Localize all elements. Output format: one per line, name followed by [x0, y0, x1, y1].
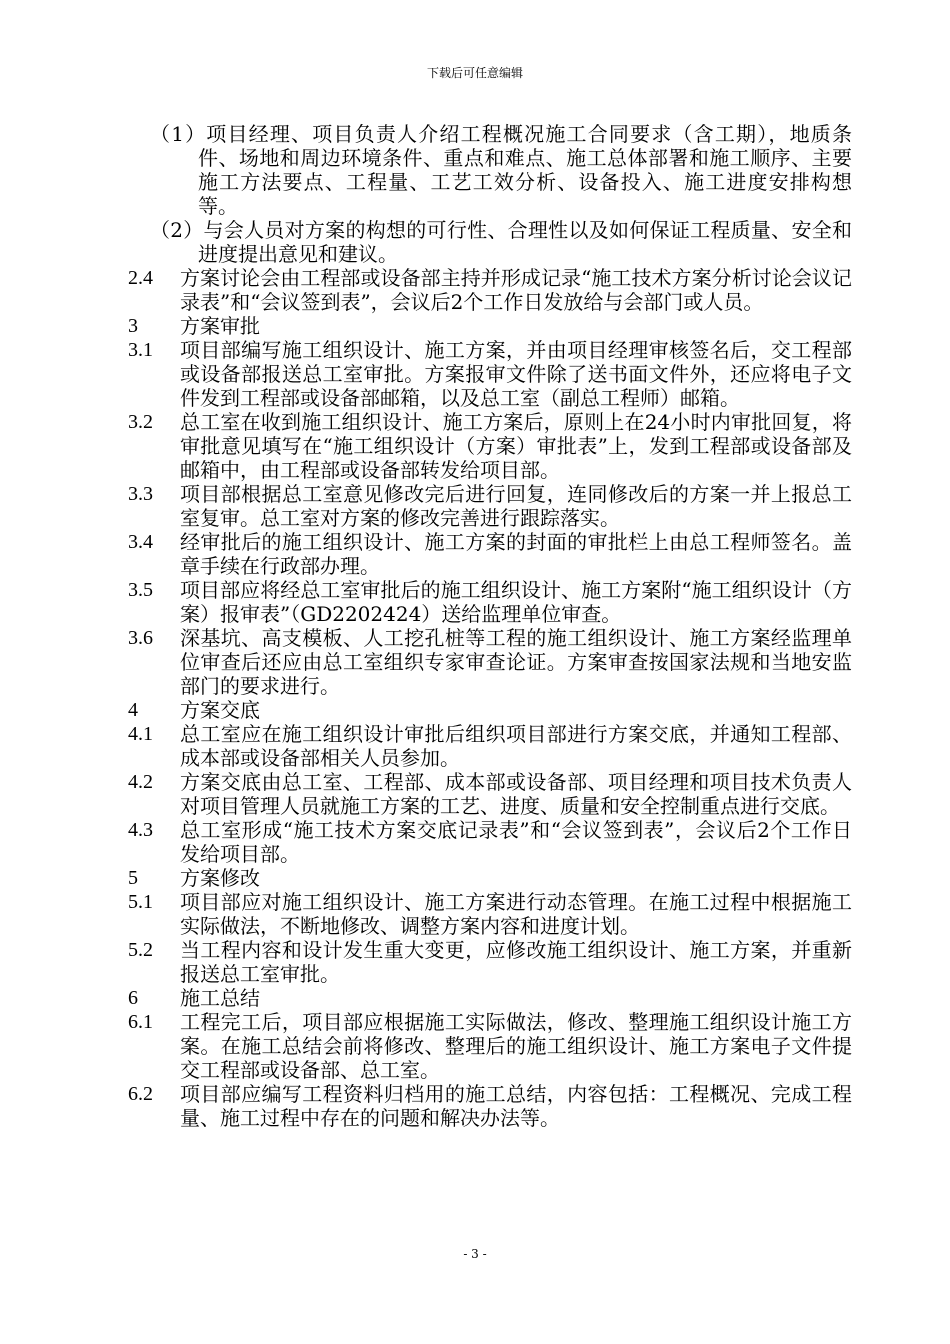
section-text: 方案交底由总工室、工程部、成本部或设备部、项目经理和项目技术负责人对项目管理人员就施工方案的工艺、进度、质量和安全控制重点进行交底。 [180, 770, 852, 818]
section-item [0, 482, 950, 530]
section-number: 3.1 [128, 339, 153, 361]
section-item [0, 770, 950, 818]
section-text: 项目部应将经总工室审批后的施工组织设计、施工方案附“施工组织设计（方案）报审表”（GD2202424）送给监理单位审查。 [180, 578, 852, 626]
section-text: 项目部编写施工组织设计、施工方案，并由项目经理审核签名后，交工程部或设备部报送总工室审批。方案报审文件除了送书面文件外，还应将电子文件发到工程部或设备部邮箱，以及总工室（副总工程师）邮箱。 [180, 338, 852, 410]
section-text: 方案审批 [180, 314, 260, 338]
section-text: 施工总结 [180, 986, 260, 1010]
section-text: 项目部根据总工室意见修改完后进行回复，连同修改后的方案一并上报总工室复审。总工室对方案的修改完善进行跟踪落实。 [180, 482, 852, 530]
sub-item-label: （2） [150, 218, 204, 242]
section-number: 5.1 [128, 891, 153, 913]
section-heading [0, 314, 950, 338]
section-item [0, 266, 950, 314]
section-item [0, 722, 950, 770]
section-text: 总工室在收到施工组织设计、施工方案后，原则上在24小时内审批回复，将审批意见填写在“施工组织设计（方案）审批表”上，发到工程部或设备部及邮箱中，由工程部或设备部转发给项目部。 [180, 410, 852, 482]
section-heading [0, 698, 950, 722]
section-text: 经审批后的施工组织设计、施工方案的封面的审批栏上由总工程师签名。盖章手续在行政部办理。 [180, 530, 852, 578]
section-number: 3.6 [128, 627, 153, 649]
section-item [0, 338, 950, 410]
section-item [0, 578, 950, 626]
section-item [0, 818, 950, 866]
section-heading [0, 866, 950, 890]
section-number: 3.4 [128, 531, 153, 553]
section-number: 5 [128, 867, 138, 889]
section-text: 工程完工后，项目部应根据施工实际做法，修改、整理施工组织设计施工方案。在施工总结会前将修改、整理后的施工组织设计、施工方案电子文件提交工程部或设备部、总工室。 [180, 1010, 852, 1082]
section-number: 6.2 [128, 1083, 153, 1105]
section-number: 2.4 [128, 267, 153, 289]
section-item [0, 938, 950, 986]
section-text: 方案修改 [180, 866, 260, 890]
section-number: 3.5 [128, 579, 153, 601]
section-text: 深基坑、高支模板、人工挖孔桩等工程的施工组织设计、施工方案经监理单位审查后还应由总工室组织专家审查论证。方案审查按国家法规和当地安监部门的要求进行。 [180, 626, 852, 698]
section-text: 项目部应对施工组织设计、施工方案进行动态管理。在施工过程中根据施工实际做法，不断地修改、调整方案内容和进度计划。 [180, 890, 852, 938]
sub-item-text: 项目经理、项目负责人介绍工程概况施工合同要求（含工期），地质条件、场地和周边环境条件、重点和难点、施工总体部署和施工顺序、主要施工方法要点、工程量、工艺工效分析、设备投入、施工进度安排构想等。 [198, 122, 852, 218]
section-text: 当工程内容和设计发生重大变更，应修改施工组织设计、施工方案，并重新报送总工室审批。 [180, 938, 852, 986]
page-number: - 3 - [463, 1247, 487, 1261]
section-number: 4.1 [128, 723, 153, 745]
section-item [0, 1010, 950, 1082]
sub-item [0, 122, 950, 218]
section-number: 3 [128, 315, 138, 337]
section-number: 3.2 [128, 411, 153, 433]
section-item [0, 410, 950, 482]
document-body [0, 122, 950, 1130]
sub-item-text: 与会人员对方案的构想的可行性、合理性以及如何保证工程质量、安全和进度提出意见和建议。 [198, 218, 852, 266]
page-header: 下载后可任意编辑 [426, 66, 523, 80]
section-text: 项目部应编写工程资料归档用的施工总结，内容包括：工程概况、完成工程量、施工过程中存在的问题和解决办法等。 [180, 1082, 852, 1130]
section-item [0, 890, 950, 938]
section-number: 6 [128, 987, 138, 1009]
section-item [0, 530, 950, 578]
section-number: 4 [128, 699, 138, 721]
section-number: 3.3 [128, 483, 153, 505]
section-number: 6.1 [128, 1011, 153, 1033]
section-text: 方案讨论会由工程部或设备部主持并形成记录“施工技术方案分析讨论会议记录表”和“会议签到表”，会议后2个工作日发放给与会部门或人员。 [180, 266, 852, 314]
sub-item-label: （1） [150, 122, 207, 146]
section-heading [0, 986, 950, 1010]
section-item [0, 1082, 950, 1130]
section-text: 方案交底 [180, 698, 260, 722]
section-number: 5.2 [128, 939, 153, 961]
sub-item [0, 218, 950, 266]
section-number: 4.3 [128, 819, 153, 841]
section-number: 4.2 [128, 771, 153, 793]
section-text: 总工室形成“施工技术方案交底记录表”和“会议签到表”，会议后2个工作日发给项目部。 [180, 818, 852, 866]
section-text: 总工室应在施工组织设计审批后组织项目部进行方案交底，并通知工程部、成本部或设备部相关人员参加。 [180, 722, 852, 770]
section-item [0, 626, 950, 698]
